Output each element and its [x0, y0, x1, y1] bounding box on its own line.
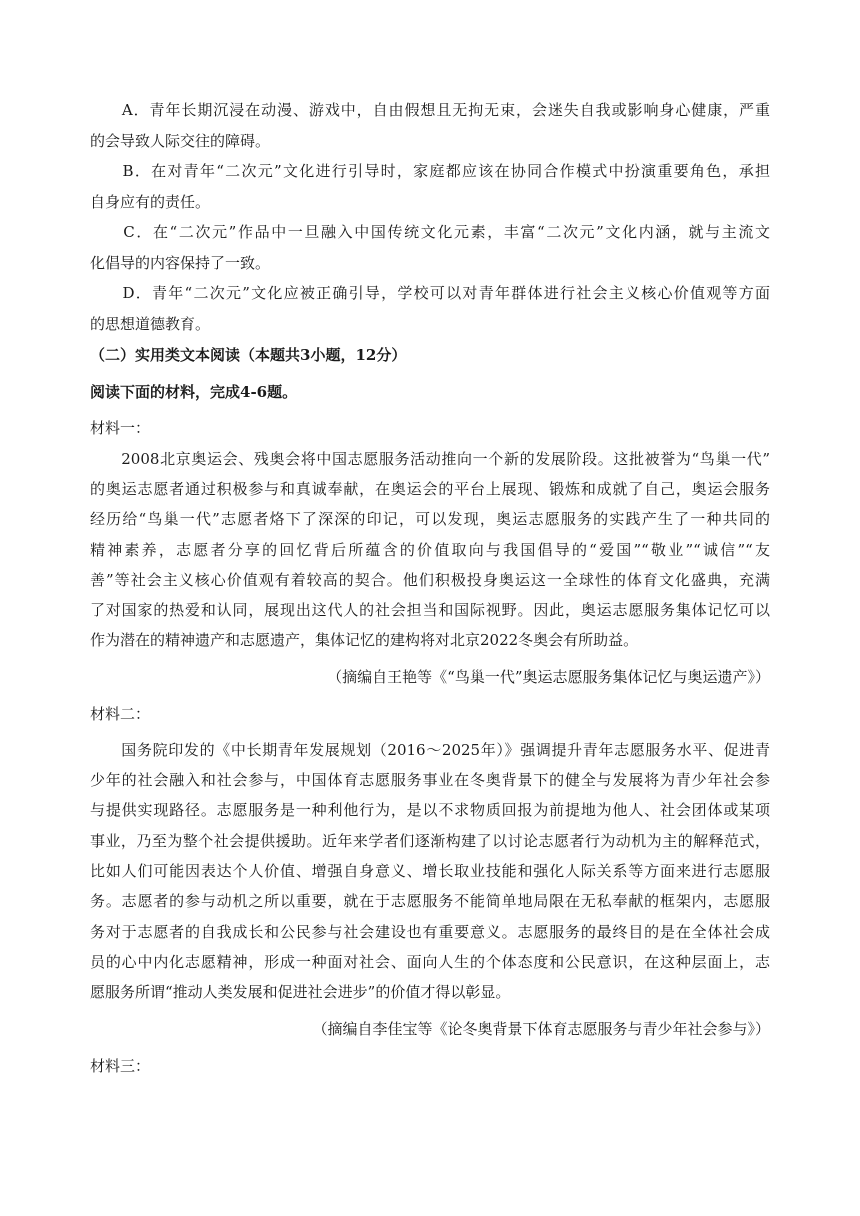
paragraph-line: 务。志愿者的参与动机之所以重要，就在于志愿服务不能简单地局限在无私奉献的框架内，志愿服 [90, 892, 770, 910]
material-1-label: 材料一： [90, 419, 151, 437]
paragraph-line: 与提供实现路径。志愿服务是一种利他行为，是以不求物质回报为前提地为他人、社会团体或某项 [90, 801, 770, 819]
paragraph-line: 比如人们可能因表达个人价值、增强自身意义、增长取业技能和强化人际关系等方面来进行志愿服 [90, 862, 770, 880]
option-b-line-2: 自身应有的责任。 [90, 193, 211, 211]
material-2-label: 材料二： [90, 705, 151, 723]
paragraph-line: 精神素养，志愿者分享的回忆背后所蕴含的价值取向与我国倡导的“爱国”“敬业”“诚信”“友 [90, 541, 770, 559]
section-title: （二）实用类文本阅读（本题共3小题，12分） [90, 346, 407, 364]
option-a-line-2: 的会导致人际交往的障碍。 [90, 132, 271, 150]
paragraph-line: 经历给“鸟巢一代”志愿者烙下了深深的印记，可以发现，奥运志愿服务的实践产生了一种共同的 [90, 510, 770, 528]
paragraph-line: 2008北京奥运会、残奥会将中国志愿服务活动推向一个新的发展阶段。这批被誉为“鸟巢一代” [90, 450, 770, 468]
paragraph-line: 员的心中内化志愿精神，形成一种面对社会、面向人生的个体态度和公民意识，在这种层面上，志 [90, 953, 770, 971]
paragraph-line: 事业，乃至为整个社会提供援助。近年来学者们逐渐构建了以讨论志愿者行为动机为主的解释范式， [90, 832, 770, 850]
paragraph-line: 国务院印发的《中长期青年发展规划（2016～2025年）》强调提升青年志愿服务水平、促进青 [90, 741, 770, 759]
material-2-source: （摘编自李佳宝等《论冬奥背景下体育志愿服务与青少年社会参与》） [312, 1020, 770, 1038]
section-instruction: 阅读下面的材料，完成4-6题。 [90, 383, 298, 401]
paragraph-line: 善”等社会主义核心价值观有着较高的契合。他们积极投身奥运这一全球性的体育文化盛典，充满 [90, 571, 770, 589]
paragraph-line: 愿服务所谓“推动人类发展和促进社会进步”的价值才得以彰显。 [90, 983, 511, 1001]
option-d-line-1: D．青年“二次元”文化应被正确引导，学校可以对青年群体进行社会主义核心价值观等方面 [90, 284, 770, 302]
option-c-line-1: C．在“二次元”作品中一旦融入中国传统文化元素，丰富“二次元”文化内涵，就与主流文 [90, 223, 770, 241]
material-3-label: 材料三： [90, 1057, 151, 1075]
paragraph-line: 的奥运志愿者通过积极参与和真诚奉献，在奥运会的平台上展现、锻炼和成就了自己，奥运会服务 [90, 480, 770, 498]
material-1-source: （摘编自王艳等《“鸟巢一代”奥运志愿服务集体记忆与奥运遗产》） [327, 668, 770, 686]
paragraph-line: 作为潜在的精神遗产和志愿遗产，集体记忆的建构将对北京2022冬奥会有所助益。 [90, 631, 639, 649]
paragraph-line: 务对于志愿者的自我成长和公民参与社会建设也有重要意义。志愿服务的最终目的是在全体社会成 [90, 923, 770, 941]
paragraph-line: 少年的社会融入和社会参与，中国体育志愿服务事业在冬奥背景下的健全与发展将为青少年社会参 [90, 771, 770, 789]
option-b-line-1: B．在对青年“二次元”文化进行引导时，家庭都应该在协同合作模式中扮演重要角色，承担 [90, 162, 770, 180]
option-d-line-2: 的思想道德教育。 [90, 315, 211, 333]
option-a-line-1: A．青年长期沉浸在动漫、游戏中，自由假想且无拘无束，会迷失自我或影响身心健康，严重 [90, 101, 770, 119]
paragraph-line: 了对国家的热爱和认同，展现出这代人的社会担当和国际视野。因此，奥运志愿服务集体记忆可以 [90, 601, 770, 619]
option-c-line-2: 化倡导的内容保持了一致。 [90, 254, 271, 272]
